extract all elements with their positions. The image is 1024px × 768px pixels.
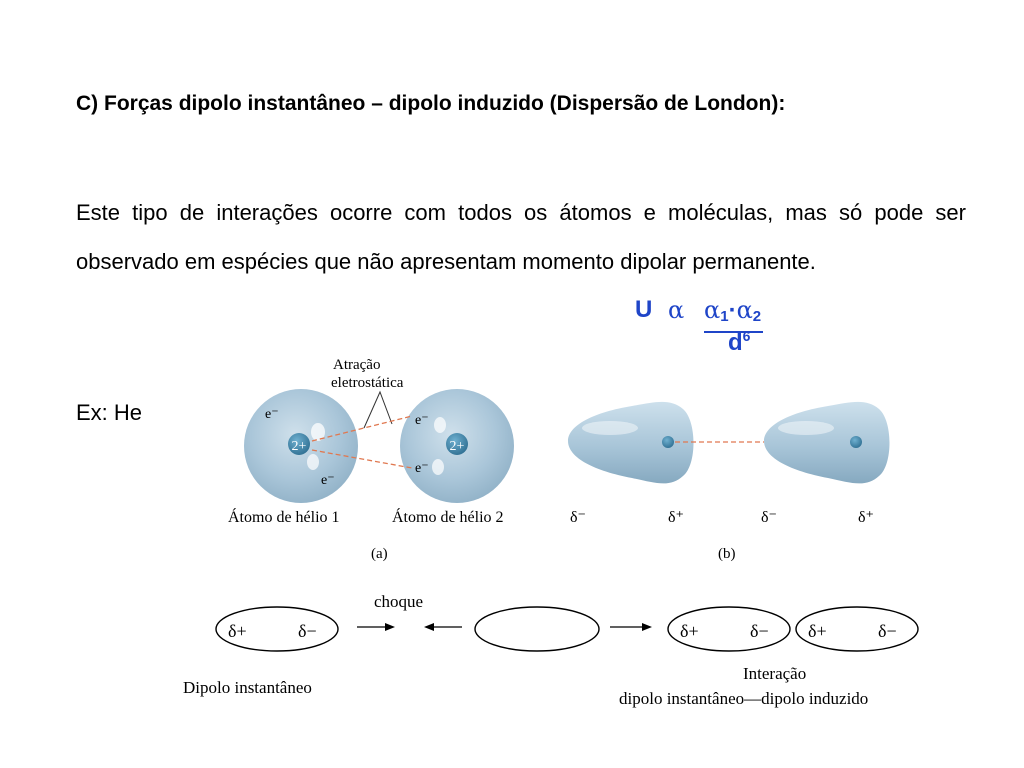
neutral-atom-ellipse [475, 607, 599, 651]
atom1-electron-bottom: e⁻ [321, 473, 335, 488]
formula-sub-1: 1 [720, 308, 729, 325]
interaction-label-line2: dipolo instantâneo—dipolo induzido [619, 689, 869, 708]
attraction-pointer [364, 392, 392, 428]
collision-label: choque [374, 592, 424, 611]
polarized-atom-2 [764, 402, 890, 484]
nucleus-2-charge: 2+ [449, 439, 465, 454]
polarized-atom-1 [568, 402, 694, 484]
atom2-electron-top: e⁻ [415, 413, 429, 428]
intro-paragraph: Este tipo de interações ocorre com todos os átomos e moléculas, mas só pode ser observado em espécies que não apresentam momento dipolar permanente. [76, 200, 966, 274]
attraction-label-line2: eletrostática [331, 375, 404, 391]
atom1-electron-top: e⁻ [265, 407, 279, 422]
electron-cloud-highlight [432, 459, 444, 475]
b-delta-minus-2: δ⁻ [761, 509, 777, 526]
formula-alpha-1: α [704, 296, 721, 324]
formula-exponent: 6 [742, 328, 751, 344]
formula-u: U [635, 296, 653, 323]
arrow-result-icon [642, 623, 652, 631]
figure-a [228, 357, 514, 562]
attraction-label-line1: Atração [333, 357, 381, 373]
polarized-nucleus-2 [850, 436, 862, 448]
formula-sub-2: 2 [752, 308, 762, 325]
caption-a: (a) [371, 546, 388, 562]
b-delta-minus-1: δ⁻ [570, 509, 586, 526]
c-delta-minus-3: δ− [878, 621, 897, 641]
formula-alpha-2: α [736, 296, 753, 324]
electron-cloud-highlight [434, 417, 446, 433]
c-delta-minus-1: δ− [298, 621, 317, 641]
figure-b [568, 402, 890, 562]
arrow-left-icon [424, 623, 434, 631]
example-label: Ex: He [76, 400, 143, 425]
polarized-nucleus-1 [662, 436, 674, 448]
figure-c [183, 592, 918, 708]
instant-dipole-label: Dipolo instantâneo [183, 678, 312, 697]
nucleus-1-charge: 2+ [291, 439, 307, 454]
c-delta-plus-2: δ+ [680, 621, 699, 641]
c-delta-plus-3: δ+ [808, 621, 827, 641]
b-delta-plus-1: δ⁺ [668, 509, 684, 526]
caption-b: (b) [718, 546, 736, 562]
electron-cloud-highlight [307, 454, 319, 470]
c-delta-plus-1: δ+ [228, 621, 247, 641]
lobe-highlight [778, 421, 834, 435]
formula-dot: · [728, 297, 737, 324]
interaction-label-line1: Interação [743, 664, 807, 683]
arrow-right-icon [385, 623, 395, 631]
atom1-label: Átomo de hélio 1 [228, 509, 340, 526]
formula-proportional-symbol: α [668, 296, 685, 324]
slide-title: C) Forças dipolo instantâneo – dipolo induzido (Dispersão de London): [76, 92, 786, 115]
c-delta-minus-2: δ− [750, 621, 769, 641]
atom2-label: Átomo de hélio 2 [392, 509, 504, 526]
b-delta-plus-2: δ⁺ [858, 509, 874, 526]
formula-d: d [728, 329, 743, 356]
atom2-electron-bottom: e⁻ [415, 461, 429, 476]
lobe-highlight [582, 421, 638, 435]
